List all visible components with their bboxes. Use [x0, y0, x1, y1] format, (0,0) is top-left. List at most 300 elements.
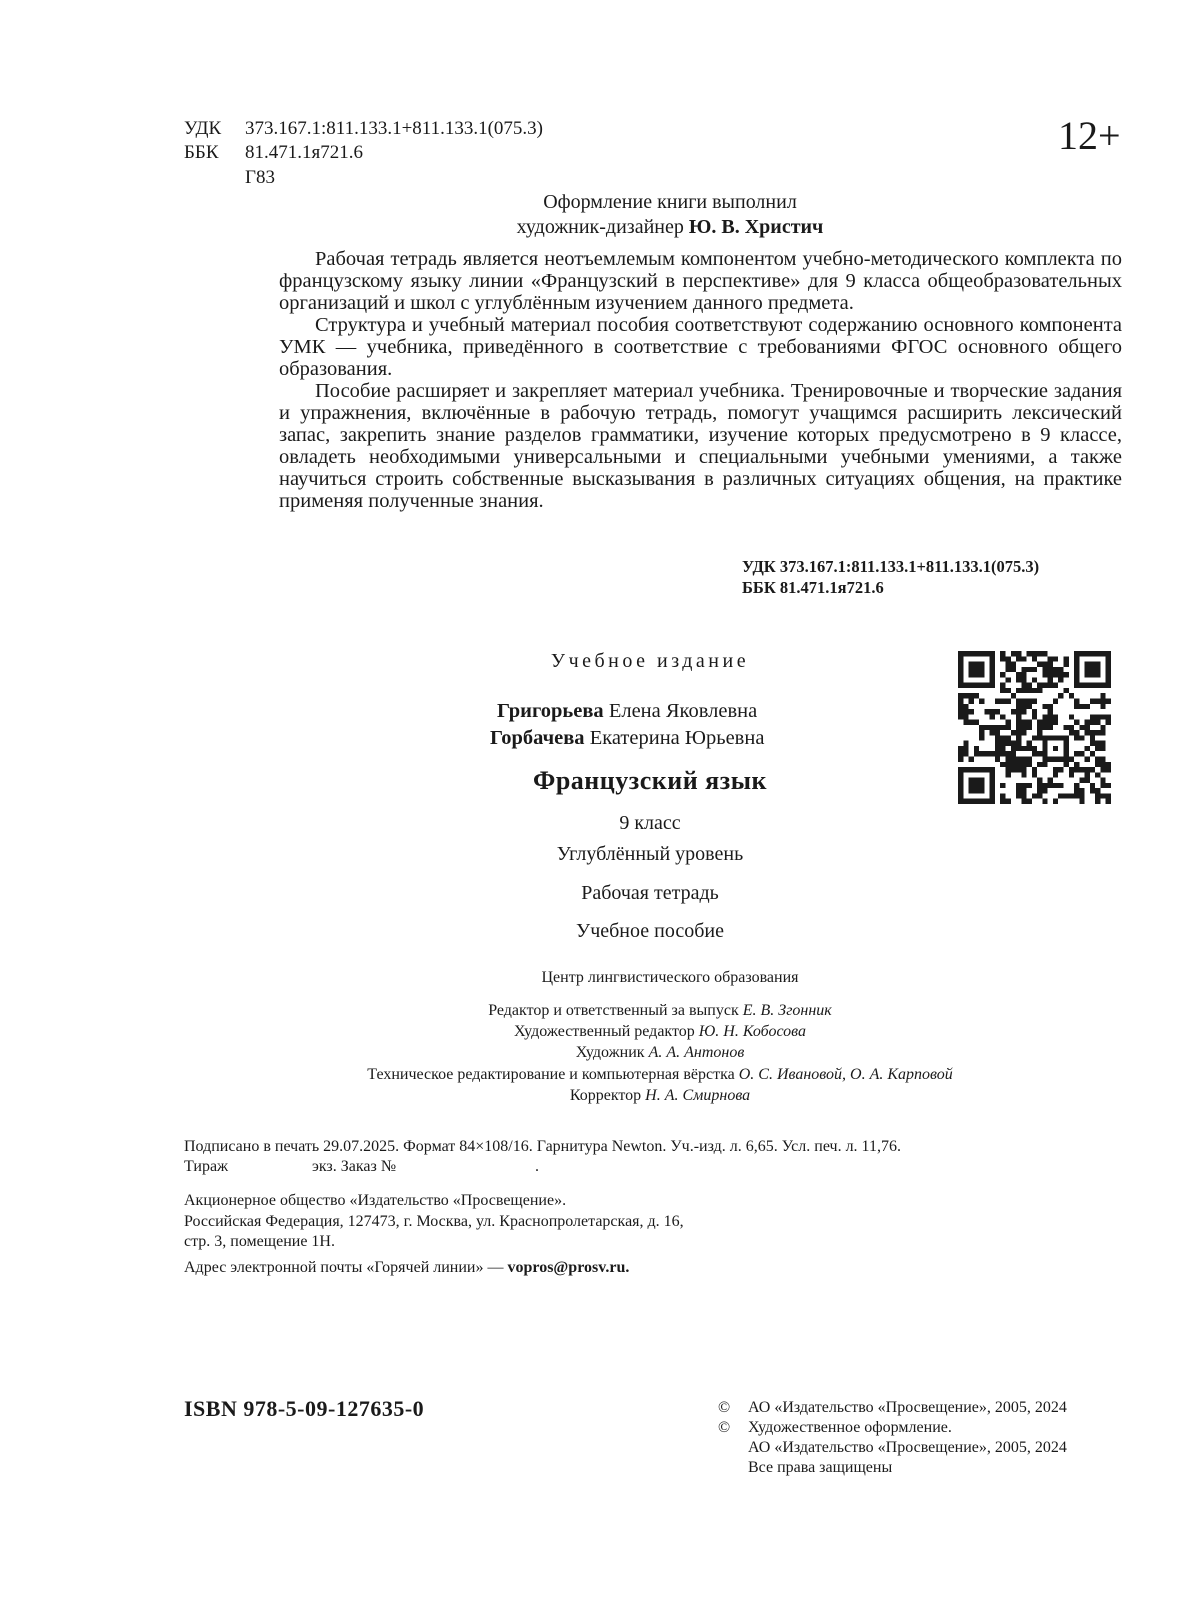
qr-module — [1090, 662, 1095, 667]
qr-module — [990, 677, 995, 682]
qr-module — [1106, 651, 1111, 656]
qr-module — [1074, 751, 1079, 756]
qr-module — [1016, 788, 1021, 793]
qr-module — [958, 656, 963, 661]
qr-module — [979, 788, 984, 793]
qr-module — [1042, 720, 1047, 725]
bbk-value: 81.471.1я721.6 — [245, 142, 363, 163]
tech-names: О. С. Ивановой, О. А. Карповой — [738, 1066, 953, 1083]
qr-module — [1069, 772, 1074, 777]
qr-module — [1106, 677, 1111, 682]
author-2-surname: Горбачева — [490, 727, 585, 749]
qr-module — [1085, 667, 1090, 672]
qr-module — [1037, 651, 1042, 656]
qr-module — [963, 714, 968, 719]
qr-module — [1021, 788, 1026, 793]
qr-module — [1100, 741, 1105, 746]
qr-module — [979, 667, 984, 672]
qr-module — [1011, 751, 1016, 756]
qr-module — [1090, 714, 1095, 719]
qr-module — [958, 783, 963, 788]
qr-module — [990, 778, 995, 783]
qr-module — [1016, 793, 1021, 798]
qr-module — [1000, 799, 1005, 804]
qr-module — [1095, 683, 1100, 688]
qr-module — [1079, 751, 1084, 756]
level: Углублённый уровень — [556, 843, 744, 865]
qr-module — [1021, 656, 1026, 661]
qr-module — [1011, 741, 1016, 746]
qr-module — [1037, 751, 1042, 756]
qr-module — [1085, 767, 1090, 772]
qr-module — [974, 778, 979, 783]
qr-module — [1021, 683, 1026, 688]
qr-module — [990, 662, 995, 667]
qr-module — [958, 651, 963, 656]
qr-module — [1090, 788, 1095, 793]
qr-module — [1053, 799, 1058, 804]
qr-module — [979, 672, 984, 677]
qr-module — [1037, 788, 1042, 793]
qr-module — [1074, 651, 1079, 656]
qr-module — [1095, 662, 1100, 667]
qr-module — [963, 704, 968, 709]
qr-module — [1053, 672, 1058, 677]
qr-module — [1005, 667, 1010, 672]
qr-module — [963, 709, 968, 714]
qr-module — [974, 651, 979, 656]
qr-module — [974, 783, 979, 788]
qr-module — [990, 656, 995, 661]
qr-module — [1037, 783, 1042, 788]
qr-code — [958, 651, 1111, 804]
qr-module — [1021, 672, 1026, 677]
qr-module — [958, 698, 963, 703]
qr-module — [1021, 704, 1026, 709]
qr-module — [969, 651, 974, 656]
qr-module — [974, 799, 979, 804]
qr-module — [1027, 799, 1032, 804]
qr-module — [1016, 735, 1021, 740]
qr-module — [1048, 677, 1053, 682]
qr-module — [1106, 783, 1111, 788]
qr-module — [1053, 772, 1058, 777]
qr-module — [1021, 698, 1026, 703]
qr-module — [1037, 720, 1042, 725]
qr-module — [958, 704, 963, 709]
qr-module — [1042, 662, 1047, 667]
qr-module — [1064, 751, 1069, 756]
book-title: Французский язык — [533, 766, 767, 795]
qr-module — [1095, 720, 1100, 725]
qr-module — [1095, 746, 1100, 751]
qr-module — [1106, 793, 1111, 798]
qr-module — [969, 683, 974, 688]
qr-module — [969, 672, 974, 677]
qr-module — [1005, 762, 1010, 767]
qr-module — [958, 746, 963, 751]
qr-module — [1032, 688, 1037, 693]
qr-module — [1053, 667, 1058, 672]
qr-module — [990, 799, 995, 804]
qr-module — [1016, 757, 1021, 762]
qr-module — [1027, 757, 1032, 762]
qr-module — [1058, 693, 1063, 698]
edition-type: Учебное издание — [550, 650, 750, 672]
qr-module — [1074, 667, 1079, 672]
age-rating: 12+ — [1058, 113, 1121, 158]
qr-module — [1079, 735, 1084, 740]
publisher-line2: Российская Федерация, 127473, г. Москва, ул. Краснопролетарская, д. 16, — [184, 1213, 684, 1230]
qr-module — [1032, 751, 1037, 756]
qr-module — [974, 667, 979, 672]
annotation-paragraph: Рабочая тетрадь является неотъемлемым компонентом учебно-методического комплекта по французскому языку линии «Французский в перспективе» для 9 класса общеобразовательных организаций и школ с углублённым изучением данного предмета. — [279, 248, 1122, 314]
qr-module — [1042, 672, 1047, 677]
qr-module — [1095, 651, 1100, 656]
qr-module — [1000, 746, 1005, 751]
qr-module — [1027, 698, 1032, 703]
qr-module — [958, 714, 963, 719]
qr-module — [1032, 735, 1037, 740]
qr-module — [1100, 778, 1105, 783]
qr-module — [1037, 778, 1042, 783]
editor-line — [200, 1000, 1120, 1021]
qr-module — [979, 767, 984, 772]
qr-module — [963, 683, 968, 688]
qr-module — [984, 683, 989, 688]
qr-module — [1042, 741, 1047, 746]
qr-module — [995, 709, 1000, 714]
qr-module — [1005, 741, 1010, 746]
qr-module — [1005, 725, 1010, 730]
qr-module — [1005, 767, 1010, 772]
corrector-line — [200, 1085, 1120, 1106]
qr-module — [1027, 746, 1032, 751]
qr-module — [1011, 730, 1016, 735]
qr-module — [1074, 730, 1079, 735]
qr-module — [1090, 672, 1095, 677]
qr-module — [1037, 730, 1042, 735]
qr-module — [990, 772, 995, 777]
qr-module — [1021, 762, 1026, 767]
qr-module — [1016, 698, 1021, 703]
qr-module — [1053, 683, 1058, 688]
qr-module — [1037, 688, 1042, 693]
qr-module — [995, 751, 1000, 756]
qr-module — [1032, 767, 1037, 772]
qr-module — [1058, 783, 1063, 788]
qr-module — [974, 693, 979, 698]
qr-module — [990, 730, 995, 735]
qr-module — [1106, 767, 1111, 772]
qr-module — [969, 757, 974, 762]
qr-module — [1058, 767, 1063, 772]
qr-module — [969, 667, 974, 672]
qr-module — [958, 767, 963, 772]
qr-module — [1106, 762, 1111, 767]
qr-module — [1106, 672, 1111, 677]
qr-module — [958, 693, 963, 698]
qr-module — [1048, 667, 1053, 672]
qr-module — [1100, 746, 1105, 751]
author-1 — [497, 698, 757, 725]
qr-module — [1069, 693, 1074, 698]
qr-module — [1021, 783, 1026, 788]
qr-module — [963, 720, 968, 725]
qr-module — [1079, 683, 1084, 688]
qr-module — [990, 683, 995, 688]
qr-module — [1021, 757, 1026, 762]
qr-module — [1021, 725, 1026, 730]
qr-module — [1085, 651, 1090, 656]
qr-module — [995, 741, 1000, 746]
qr-module — [969, 788, 974, 793]
grade: 9 класс — [619, 812, 681, 834]
qr-module — [1027, 725, 1032, 730]
qr-module — [1079, 725, 1084, 730]
qr-module — [1016, 714, 1021, 719]
qr-module — [1085, 772, 1090, 777]
print-info-line: Подписано в печать 29.07.2025. Формат 84×108/16. Гарнитура Newton. Уч.-изд. л. 6,65. Усл. печ. л. 11,76. — [184, 1138, 901, 1155]
qr-module — [984, 725, 989, 730]
copyright-line4: Все права защищены — [748, 1459, 893, 1476]
isbn: ISBN 978-5-09-127635-0 — [184, 1396, 425, 1421]
qr-module — [974, 683, 979, 688]
print-info-end: . — [535, 1158, 539, 1175]
qr-module — [995, 698, 1000, 703]
qr-module — [1048, 720, 1053, 725]
qr-module — [1000, 725, 1005, 730]
qr-module — [1100, 730, 1105, 735]
annotation-bbk: ББК 81.471.1я721.6 — [742, 578, 884, 597]
qr-module — [1032, 698, 1037, 703]
qr-module — [1085, 683, 1090, 688]
qr-module — [1005, 677, 1010, 682]
qr-module — [1042, 735, 1047, 740]
qr-module — [969, 693, 974, 698]
qr-module — [1005, 735, 1010, 740]
qr-module — [1005, 698, 1010, 703]
qr-module — [958, 757, 963, 762]
qr-module — [1042, 757, 1047, 762]
qr-module — [979, 662, 984, 667]
qr-module — [1058, 667, 1063, 672]
qr-module — [1027, 741, 1032, 746]
qr-module — [1095, 672, 1100, 677]
qr-module — [1085, 725, 1090, 730]
qr-module — [1058, 677, 1063, 682]
author-2 — [490, 725, 764, 752]
workbook-kind: Рабочая тетрадь — [581, 882, 719, 904]
qr-module — [1005, 720, 1010, 725]
qr-module — [958, 778, 963, 783]
qr-module — [1016, 709, 1021, 714]
qr-module — [995, 730, 1000, 735]
qr-module — [1016, 783, 1021, 788]
qr-module — [1095, 698, 1100, 703]
design-credit-line1: Оформление книги выполнил — [543, 191, 797, 213]
qr-module — [1011, 762, 1016, 767]
qr-module — [1064, 741, 1069, 746]
qr-module — [969, 709, 974, 714]
qr-module — [1074, 720, 1079, 725]
udk-value: 373.167.1:811.133.1+811.133.1(075.3) — [245, 118, 543, 139]
qr-module — [974, 672, 979, 677]
qr-module — [1021, 688, 1026, 693]
qr-module — [979, 783, 984, 788]
qr-module — [1058, 757, 1063, 762]
qr-module — [969, 799, 974, 804]
qr-module — [1074, 672, 1079, 677]
qr-module — [1069, 757, 1074, 762]
qr-module — [979, 799, 984, 804]
qr-module — [1011, 651, 1016, 656]
qr-module — [1058, 735, 1063, 740]
qr-module — [1032, 667, 1037, 672]
qr-module — [979, 698, 984, 703]
qr-module — [1095, 757, 1100, 762]
qr-module — [1048, 783, 1053, 788]
qr-module — [1100, 793, 1105, 798]
qr-module — [958, 683, 963, 688]
qr-module — [1090, 741, 1095, 746]
qr-module — [958, 793, 963, 798]
qr-module — [1106, 720, 1111, 725]
qr-module — [1032, 793, 1037, 798]
qr-module — [1000, 683, 1005, 688]
qr-module — [1027, 762, 1032, 767]
qr-module — [1106, 714, 1111, 719]
qr-module — [1100, 704, 1105, 709]
qr-module — [1053, 698, 1058, 703]
qr-module — [1053, 720, 1058, 725]
qr-module — [1090, 751, 1095, 756]
qr-module — [1048, 656, 1053, 661]
annotation-paragraph: Структура и учебный материал пособия соответствуют содержанию основного компонента УМК — учебника, приведённого в соответствие с требованиями ФГОС основного общего образования. — [279, 314, 1122, 380]
qr-module — [1079, 799, 1084, 804]
qr-module — [1037, 735, 1042, 740]
qr-module — [1064, 762, 1069, 767]
qr-module — [1090, 683, 1095, 688]
qr-module — [1011, 757, 1016, 762]
qr-module — [1069, 714, 1074, 719]
qr-module — [1074, 683, 1079, 688]
qr-module — [1074, 662, 1079, 667]
qr-module — [1064, 662, 1069, 667]
qr-module — [1095, 762, 1100, 767]
qr-module — [1000, 656, 1005, 661]
qr-module — [1095, 793, 1100, 798]
artist-line — [200, 1042, 1120, 1063]
artist-label: Художник — [575, 1044, 645, 1061]
qr-module — [1074, 656, 1079, 661]
qr-module — [1042, 704, 1047, 709]
qr-module — [1016, 762, 1021, 767]
qr-module — [1042, 788, 1047, 793]
qr-module — [1042, 725, 1047, 730]
qr-module — [1016, 746, 1021, 751]
qr-module — [1048, 704, 1053, 709]
qr-module — [1100, 767, 1105, 772]
qr-module — [1069, 767, 1074, 772]
hotline-label: Адрес электронной почты «Горячей линии» — — [184, 1259, 504, 1276]
qr-module — [1053, 656, 1058, 661]
qr-module — [979, 651, 984, 656]
qr-module — [1058, 672, 1063, 677]
qr-module — [1090, 783, 1095, 788]
qr-module — [1016, 767, 1021, 772]
qr-module — [1053, 767, 1058, 772]
qr-module — [1005, 656, 1010, 661]
qr-module — [969, 778, 974, 783]
qr-module — [1085, 730, 1090, 735]
qr-module — [1079, 704, 1084, 709]
qr-module — [1048, 725, 1053, 730]
qr-module — [1064, 672, 1069, 677]
qr-module — [1021, 677, 1026, 682]
qr-module — [969, 662, 974, 667]
qr-module — [1090, 730, 1095, 735]
author-1-surname: Григорьева — [497, 700, 604, 722]
qr-module — [1042, 651, 1047, 656]
qr-module — [990, 767, 995, 772]
qr-module — [1074, 677, 1079, 682]
qr-module — [1100, 683, 1105, 688]
qr-module — [1064, 757, 1069, 762]
qr-module — [995, 735, 1000, 740]
qr-module — [984, 767, 989, 772]
qr-module — [963, 693, 968, 698]
qr-module — [1053, 746, 1058, 751]
qr-module — [963, 741, 968, 746]
qr-module — [1053, 757, 1058, 762]
qr-module — [1027, 667, 1032, 672]
qr-module — [1005, 772, 1010, 777]
corrector-name: Н. А. Смирнова — [645, 1087, 751, 1104]
publisher-line1: Акционерное общество «Издательство «Просвещение». — [184, 1192, 567, 1209]
qr-module — [958, 709, 963, 714]
qr-module — [990, 788, 995, 793]
qr-module — [1032, 772, 1037, 777]
qr-module — [1042, 746, 1047, 751]
qr-module — [1090, 720, 1095, 725]
qr-module — [979, 778, 984, 783]
qr-module — [1064, 746, 1069, 751]
qr-module — [1074, 735, 1079, 740]
qr-module — [1005, 751, 1010, 756]
udk-header — [184, 117, 543, 140]
qr-module — [1095, 730, 1100, 735]
qr-module — [1005, 688, 1010, 693]
qr-module — [1000, 783, 1005, 788]
qr-module — [1032, 651, 1037, 656]
qr-module — [1021, 720, 1026, 725]
qr-module — [1032, 709, 1037, 714]
qr-module — [1095, 799, 1100, 804]
qr-module — [1074, 704, 1079, 709]
qr-module — [1037, 683, 1042, 688]
qr-module — [969, 698, 974, 703]
qr-module — [1000, 714, 1005, 719]
qr-module — [1079, 788, 1084, 793]
annotation-paragraph: Пособие расширяет и закрепляет материал учебника. Тренировочные и творческие задания и упражнения, включённые в рабочую тетрадь, помогут учащимся расширить лексический запас, закрепить знание разделов грамматики, изучение которых предусмотрено в 9 классе, овладеть необходимыми универсальными и специальными учебными умениями, а также научиться строить собственные высказывания в различных ситуациях общения, на практике применяя полученные знания. — [279, 380, 1122, 512]
qr-module — [1095, 788, 1100, 793]
qr-module — [1000, 751, 1005, 756]
qr-module — [1079, 793, 1084, 798]
qr-module — [1016, 672, 1021, 677]
copyright-1 — [718, 1398, 1067, 1418]
tech-label: Техническое редактирование и компьютерная вёрстка — [367, 1066, 735, 1083]
